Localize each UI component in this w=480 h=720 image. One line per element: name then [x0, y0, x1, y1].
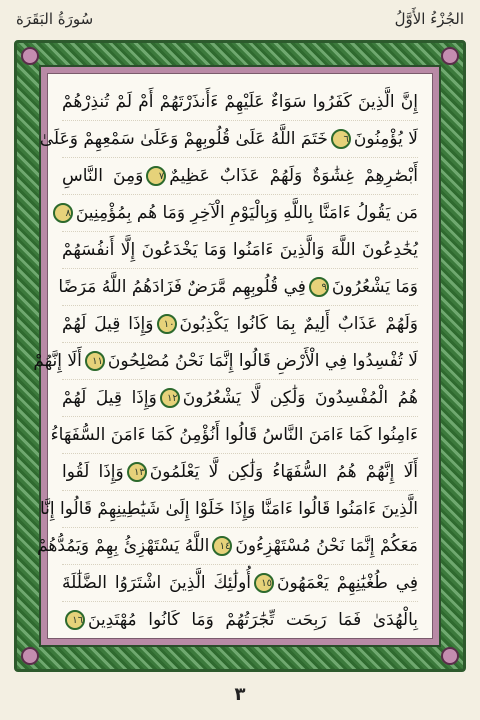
decorative-frame — [14, 40, 466, 672]
ayah-number-marker: ١٥ — [254, 573, 274, 593]
verse-text: وَإِذَا قِيلَ لَهُمْ — [62, 314, 154, 334]
verse-line — [62, 232, 418, 269]
surah-name: سُورَةُ البَقَرَة — [16, 10, 94, 28]
verse-text: مَن يَقُولُ ءَامَنَّا بِاللَّهِ وَبِالْيَوْمِ الْآخِرِ وَمَا هُم بِمُؤْمِنِينَ — [75, 203, 418, 223]
verse-text: وَإِذَا لَقُوا — [62, 462, 124, 482]
verse-line — [62, 380, 418, 417]
ayah-number-marker: ١٣ — [127, 462, 147, 482]
verse-line — [39, 491, 418, 528]
page-header — [0, 0, 480, 38]
verse-text: وَمِنَ النَّاسِ — [62, 166, 144, 186]
corner-ornament-icon — [441, 47, 459, 65]
verse-text: هُمُ الْمُفْسِدُونَ وَلَٰكِن لَّا يَشْعُرُونَ — [182, 388, 418, 408]
verse-line — [39, 121, 418, 158]
verse-text: أُولَٰئِكَ الَّذِينَ اشْتَرَوُا الضَّلَٰلَةَ — [62, 573, 252, 593]
corner-ornament-icon — [21, 647, 39, 665]
verse-text: وَلَهُمْ عَذَابٌ أَلِيمٌ بِمَا كَانُوا يَكْذِبُونَ — [179, 314, 418, 334]
verse-line — [58, 269, 418, 306]
verse-text: وَمَا يَشْعُرُونَ — [331, 277, 418, 297]
verse-text-area — [33, 73, 433, 639]
ayah-number-marker: ٧ — [146, 166, 166, 186]
verse-text: لَا يُؤْمِنُونَ — [353, 129, 418, 149]
verse-text: مَعَكُمْ إِنَّمَا نَحْنُ مُسْتَهْزِءُونَ — [235, 536, 418, 556]
verse-text: فِي قُلُوبِهِم مَّرَضٌ فَزَادَهُمُ اللَّهُ مَرَضًا — [58, 277, 306, 297]
corner-ornament-icon — [441, 647, 459, 665]
verse-text: أَبْصَٰرِهِمْ غِشَٰوَةٌ وَلَهُمْ عَذَابٌ عَظِيمٌ — [169, 166, 418, 186]
verse-line — [37, 528, 418, 565]
verse-line — [33, 343, 418, 380]
verse-text: أَلَا إِنَّهُمْ هُمُ السُّفَهَاءُ وَلَٰكِن لَّا يَعْلَمُونَ — [149, 462, 418, 482]
verse-text: وَإِذَا قِيلَ لَهُمْ — [62, 388, 157, 408]
verse-line — [62, 195, 418, 232]
ayah-number-marker: ٨ — [53, 203, 73, 223]
verse-line — [62, 602, 418, 638]
verse-text: أَلَا إِنَّهُمْ — [33, 351, 82, 371]
ayah-number-marker: ١٢ — [160, 388, 180, 408]
verse-text: خَتَمَ اللَّهُ عَلَىٰ قُلُوبِهِمْ وَعَلَىٰ سَمْعِهِمْ وَعَلَىٰ — [39, 129, 328, 149]
verse-line — [62, 306, 418, 343]
ayah-number-marker: ١٠ — [157, 314, 177, 334]
corner-ornament-icon — [21, 47, 39, 65]
verse-line — [50, 417, 418, 454]
page-number: ٣ — [234, 684, 246, 705]
verse-text: يُخَٰدِعُونَ اللَّهَ وَالَّذِينَ ءَامَنُوا وَمَا يَخْدَعُونَ إِلَّا أَنفُسَهُمْ — [62, 240, 418, 260]
verse-text: لَا تُفْسِدُوا فِي الْأَرْضِ قَالُوا إِنَّمَا نَحْنُ مُصْلِحُونَ — [107, 351, 418, 371]
ayah-number-marker: ١٤ — [212, 536, 232, 556]
ayah-number-marker: ١١ — [85, 351, 105, 371]
verse-text: بِالْهُدَىٰ فَمَا رَبِحَت تِّجَٰرَتُهُمْ وَمَا كَانُوا مُهْتَدِينَ — [88, 610, 418, 630]
verse-line — [62, 454, 418, 491]
verse-text: ءَامِنُوا كَمَا ءَامَنَ النَّاسُ قَالُوا أَنُؤْمِنُ كَمَا ءَامَنَ السُّفَهَاءُ — [50, 425, 418, 445]
ayah-number-marker: ٦ — [331, 129, 351, 149]
ayah-number-marker: ٩ — [309, 277, 329, 297]
verse-text: فِي طُغْيَٰنِهِمْ يَعْمَهُونَ — [277, 573, 418, 593]
verse-line — [62, 158, 418, 195]
verse-text: إِنَّ الَّذِينَ كَفَرُوا سَوَاءٌ عَلَيْهِمْ ءَأَنذَرْتَهُمْ أَمْ لَمْ تُنذِرْهُمْ — [62, 92, 418, 112]
ayah-number-marker: ١٦ — [65, 610, 85, 630]
verse-text: اللَّهُ يَسْتَهْزِئُ بِهِمْ وَيَمُدُّهُمْ — [37, 536, 210, 556]
verse-line — [62, 565, 418, 602]
verse-line — [62, 84, 418, 121]
juz-name: الجُزْءُ الأَوَّلُ — [394, 10, 464, 28]
verse-text: الَّذِينَ ءَامَنُوا قَالُوا ءَامَنَّا وَإِذَا خَلَوْا إِلَىٰ شَيَٰطِينِهِمْ قَالُوا إِنَّا — [39, 499, 418, 519]
